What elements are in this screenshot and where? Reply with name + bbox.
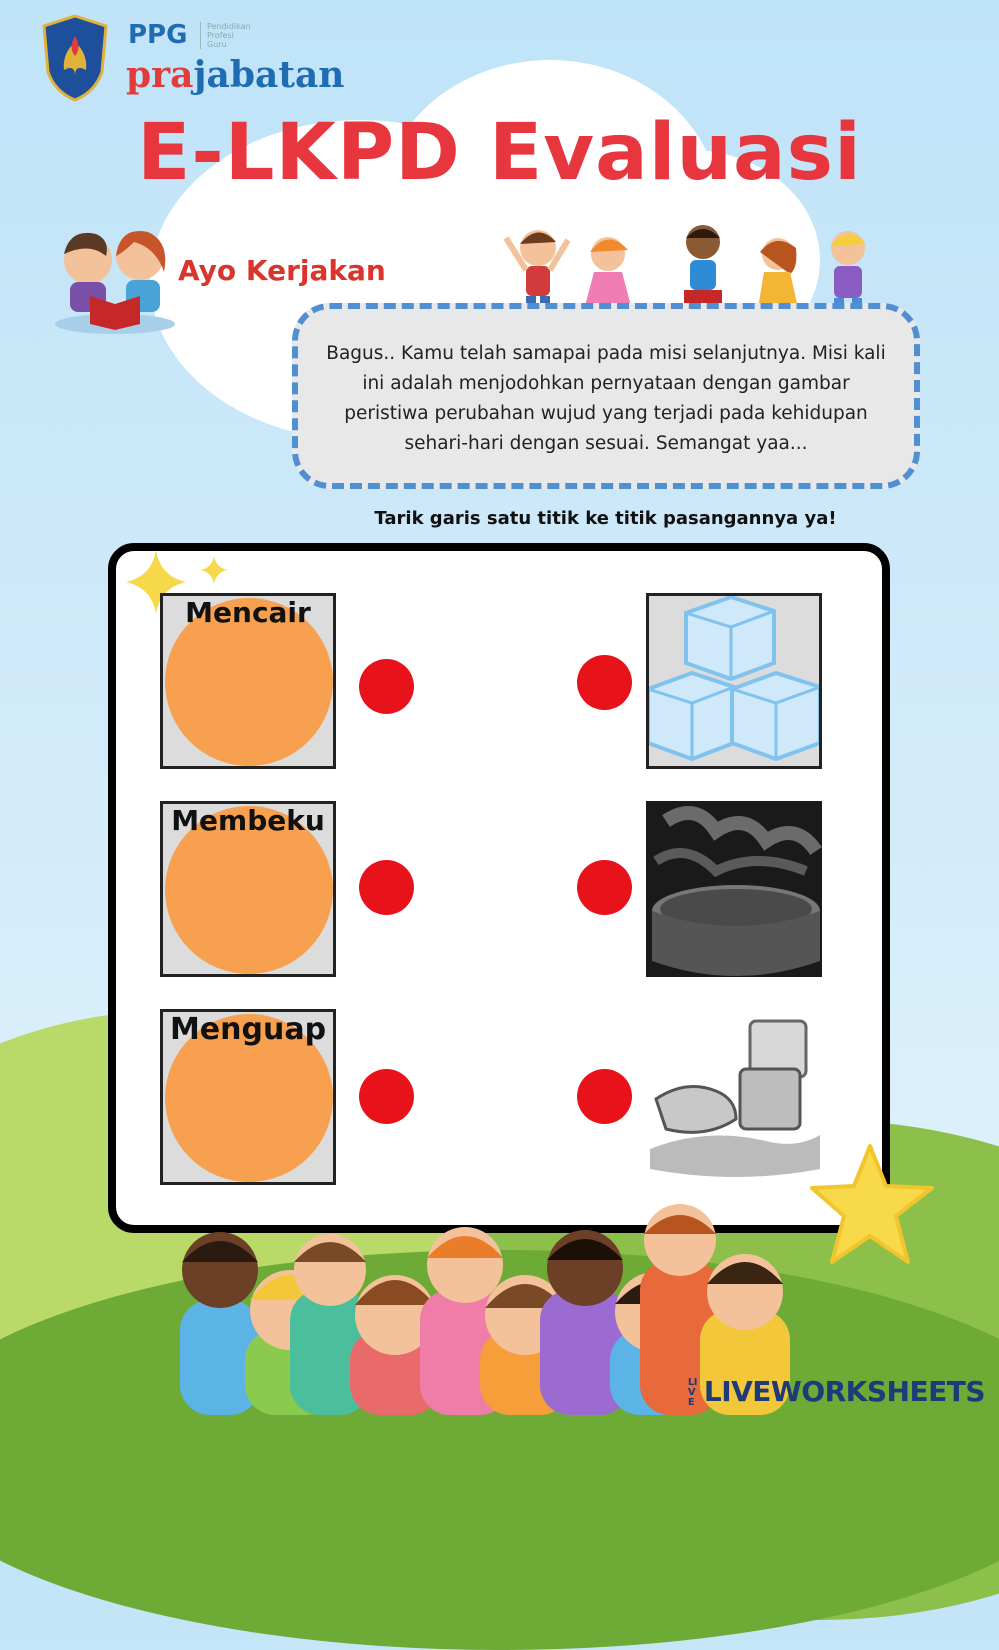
brand-logo-letters: LIVE [687, 1377, 697, 1408]
boiling-pot-steam-icon [646, 801, 822, 977]
picture-boiling-pot [646, 801, 822, 977]
ppg-logo-text: PPG [128, 20, 188, 50]
prajabatan-part-1: pra [126, 54, 194, 96]
match-dot-right-3[interactable] [577, 1069, 632, 1124]
ppg-shield-logo-icon [40, 14, 110, 102]
match-dot-right-2[interactable] [577, 860, 632, 915]
match-dot-right-1[interactable] [577, 655, 632, 710]
match-dot-left-1[interactable] [359, 659, 414, 714]
prajabatan-part-2: jabatan [193, 54, 345, 96]
match-dot-left-2[interactable] [359, 860, 414, 915]
word-card-mencair [160, 593, 336, 769]
task-instruction: Tarik garis satu titik ke titik pasangannya ya! [374, 508, 837, 529]
liveworksheets-brand [688, 1375, 985, 1408]
star-icon [808, 1142, 938, 1268]
word-label: Mencair [185, 596, 311, 629]
brand-text: LIVEWORKSHEETS [703, 1375, 985, 1408]
picture-ice-cubes [646, 593, 822, 769]
intro-message: Bagus.. Kamu telah samapai pada misi selanjutnya. Misi kali ini adalah menjodohkan pernyataan dengan gambar peristiwa perubahan wujud yang terjadi pada kehidupan sehari-hari dengan sesuai. Semangat yaa... [326, 343, 886, 454]
word-label: Membeku [171, 804, 325, 837]
ayo-kerjakan-heading: Ayo Kerjakan [178, 254, 386, 287]
picture-melting-ice [646, 1009, 822, 1185]
word-card-membeku [160, 801, 336, 977]
ice-cubes-icon [646, 593, 822, 769]
match-dot-left-3[interactable] [359, 1069, 414, 1124]
kids-reading-illustration-icon [40, 212, 190, 337]
word-label: Menguap [169, 1012, 327, 1047]
ppg-subtitle: Pendidikan Profesi Guru [200, 22, 255, 49]
word-card-menguap [160, 1009, 336, 1185]
melting-ice-icon [646, 1009, 822, 1185]
page-title: E-LKPD Evaluasi [137, 108, 862, 198]
instruction-bubble [292, 303, 920, 489]
prajabatan-logo-text [126, 54, 344, 96]
